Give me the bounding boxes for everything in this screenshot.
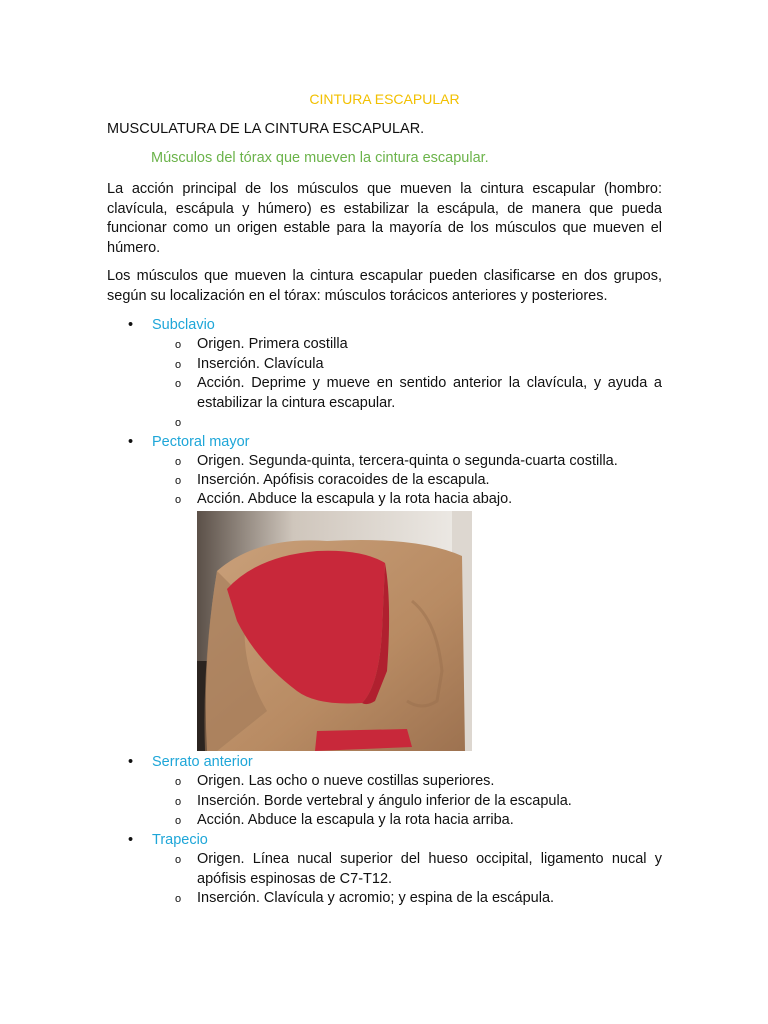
sub-bullet: o bbox=[175, 359, 182, 371]
sub-bullet: o bbox=[175, 378, 182, 390]
bullet-dot: • bbox=[128, 434, 134, 450]
muscle-name: Subclavio bbox=[152, 317, 215, 333]
list-item-text: Inserción. Apófisis coracoides de la escapula. bbox=[197, 472, 490, 488]
paragraph-intro: La acción principal de los músculos que mueven la cintura escapular (hombro: clavícula, escápula y húmero) es estabilizar la escápula, de manera que pueda funcionar como un origen estable para la mayoría de los músculos que mueven el húmero. bbox=[107, 181, 662, 256]
sub-bullet: o bbox=[175, 456, 182, 468]
muscle-name: Serrato anterior bbox=[152, 754, 253, 770]
sub-bullet: o bbox=[175, 339, 182, 351]
bullet-dot: • bbox=[128, 317, 134, 333]
section-heading: MUSCULATURA DE LA CINTURA ESCAPULAR. bbox=[107, 121, 425, 137]
sub-bullet: o bbox=[175, 494, 182, 506]
list-item-text: Origen. Primera costilla bbox=[197, 336, 348, 352]
list-item-text: Inserción. Clavícula y acromio; y espina de la escápula. bbox=[197, 890, 555, 906]
list-item-text: Origen. Línea nucal superior del hueso occipital, ligamento nucal y apófisis espinosas de C7-T12. bbox=[197, 851, 662, 887]
list-item-text: Inserción. Borde vertebral y ángulo inferior de la escapula. bbox=[197, 793, 572, 809]
chest-pectoral-photo bbox=[197, 511, 472, 751]
bullet-dot: • bbox=[128, 754, 134, 770]
document-title: CINTURA ESCAPULAR bbox=[309, 91, 460, 107]
list-item-text: Acción. Abduce la escapula y la rota hacia arriba. bbox=[197, 812, 514, 828]
list-item-text: Acción. Abduce la escapula y la rota hacia abajo. bbox=[197, 491, 513, 507]
sub-bullet: o bbox=[175, 796, 182, 808]
sub-bullet: o bbox=[175, 815, 182, 827]
subsection-heading: Músculos del tórax que mueven la cintura escapular. bbox=[151, 150, 489, 166]
sub-bullet: o bbox=[175, 854, 182, 866]
muscle-name: Pectoral mayor bbox=[152, 434, 250, 450]
sub-bullet: o bbox=[175, 475, 182, 487]
paragraph-groups: Los músculos que mueven la cintura escapular pueden clasificarse en dos grupos, según su localización en el tórax: músculos torácicos anteriores y posteriores. bbox=[107, 268, 662, 304]
bullet-dot: • bbox=[128, 832, 134, 848]
chest-photo-illustration bbox=[197, 511, 472, 751]
list-item-text: Inserción. Clavícula bbox=[197, 356, 324, 372]
muscle-name: Trapecio bbox=[152, 832, 208, 848]
sub-bullet: o bbox=[175, 776, 182, 788]
list-item-text: Origen. Las ocho o nueve costillas superiores. bbox=[197, 773, 495, 789]
list-item-text: Origen. Segunda-quinta, tercera-quinta o segunda-cuarta costilla. bbox=[197, 453, 618, 469]
sub-bullet: o bbox=[175, 417, 182, 429]
sub-bullet: o bbox=[175, 893, 182, 905]
list-item-text: Acción. Deprime y mueve en sentido anterior la clavícula, y ayuda a estabilizar la cintura escapular. bbox=[197, 375, 662, 411]
